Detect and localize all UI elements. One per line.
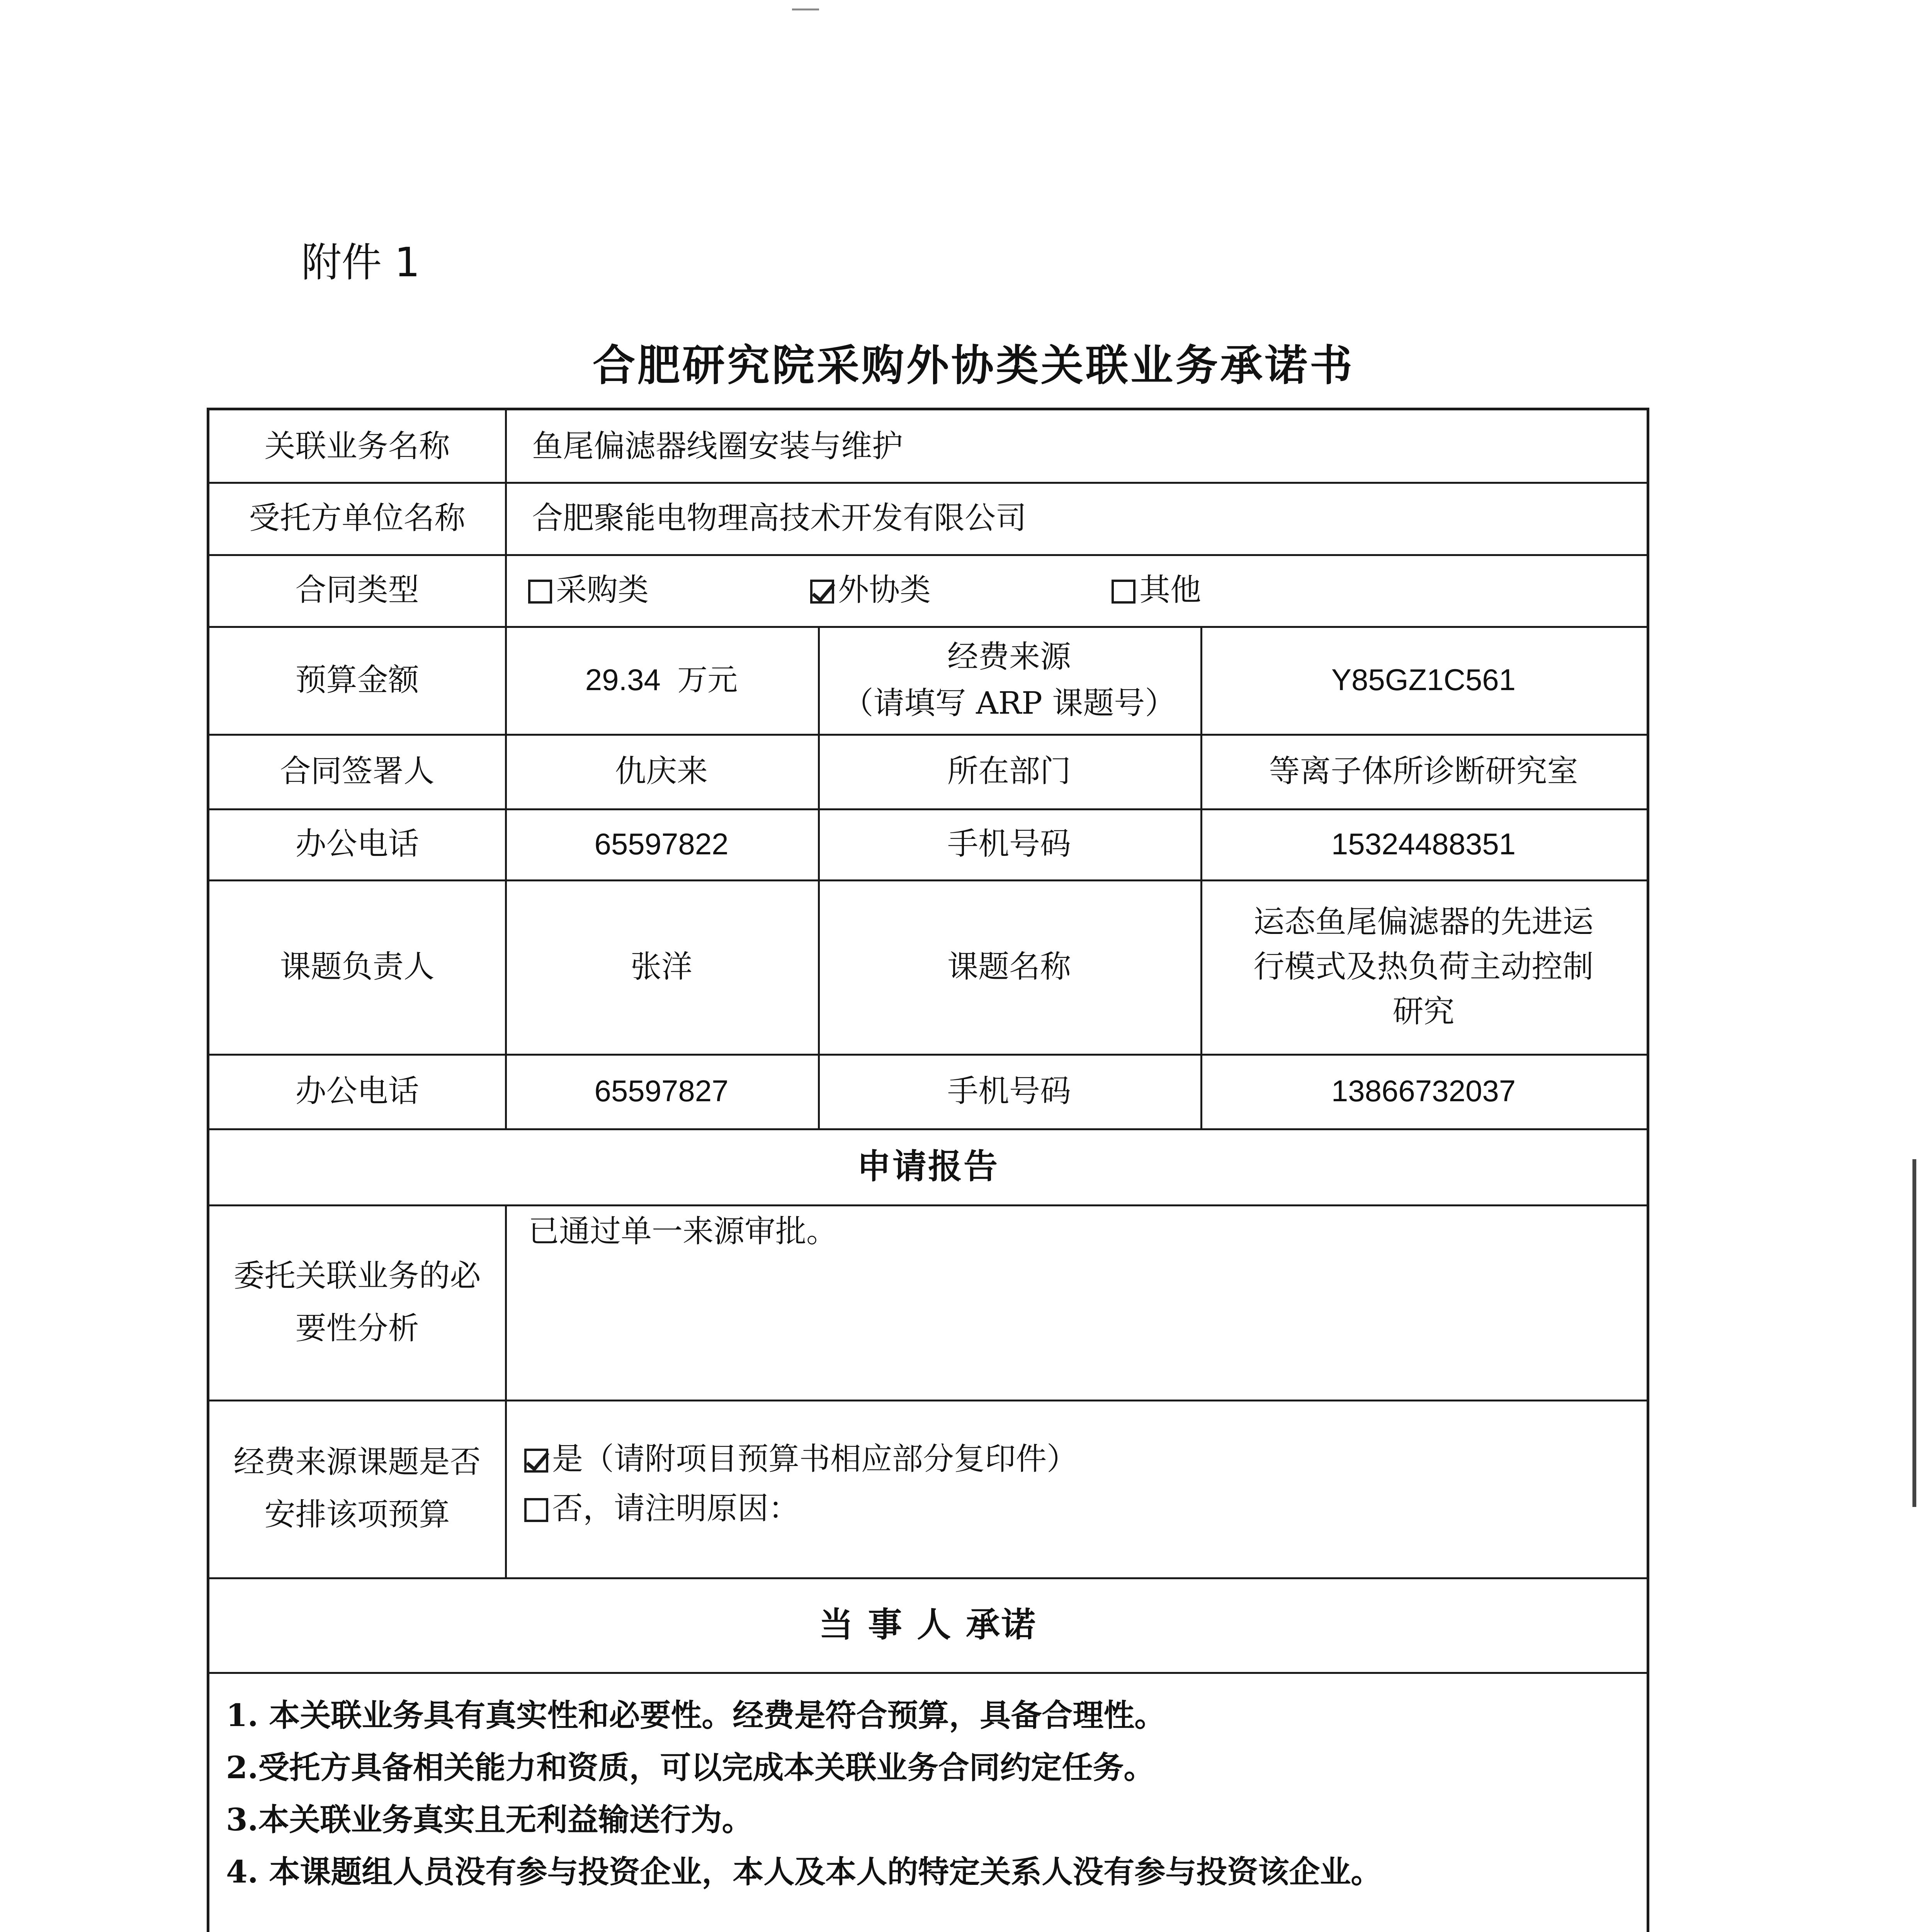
commitment-item: 3.本关联业务真实且无利益输送行为。 — [226, 1801, 753, 1838]
budget-value: 29.34 万元 — [585, 663, 738, 697]
attachment-label: 附件 1 — [301, 239, 420, 286]
mobile-value: 13866732037 — [1331, 1074, 1516, 1108]
option-outsourcing-label: 外协类 — [838, 572, 931, 608]
project-leader-value: 张洋 — [631, 948, 692, 985]
contract-type-label: 合同类型 — [295, 572, 419, 608]
commitment-item: 2.受托方具备相关能力和资质，可以完成本关联业务合同约定任务。 — [226, 1749, 1155, 1786]
office-phone-label: 办公电话 — [295, 826, 419, 862]
contract-type-options — [505, 554, 1647, 626]
option-purchase[interactable] — [528, 567, 810, 613]
office-phone-value: 65597822 — [594, 827, 729, 861]
business-name-label: 关联业务名称 — [264, 428, 450, 464]
contract-signer-label: 合同签署人 — [280, 753, 435, 789]
arp-project-number: Y85GZ1C561 — [1331, 663, 1516, 697]
entrusted-unit-value: 合肥聚能电物理高技术开发有限公司 — [532, 500, 1027, 536]
project-name-value — [1200, 879, 1647, 1054]
contract-signer-value: 仇庆来 — [615, 753, 708, 789]
checkbox-purchase[interactable] — [528, 580, 552, 604]
project-leader-label: 课题负责人 — [280, 948, 435, 985]
office-phone-label: 办公电话 — [295, 1073, 419, 1109]
funding-source-label — [818, 626, 1200, 734]
project-name-label: 课题名称 — [947, 948, 1071, 985]
scan-edge — [1912, 1159, 1916, 1507]
row-divider — [209, 1672, 1647, 1674]
commitment-header: 当 事 人 承诺 — [819, 1604, 1037, 1645]
option-other-label: 其他 — [1139, 572, 1201, 608]
option-no-label: 否，请注明原因： — [552, 1490, 799, 1526]
project-name-line: 运态鱼尾偏滤器的先进运 — [1253, 903, 1594, 940]
department-value: 等离子体所诊断研究室 — [1269, 753, 1578, 789]
mobile-label: 手机号码 — [947, 826, 1071, 862]
option-outsourcing[interactable] — [810, 567, 1112, 613]
project-name-line: 研究 — [1392, 993, 1455, 1029]
business-name-value: 鱼尾偏滤器线圈安装与维护 — [532, 428, 903, 464]
funding-arranged-label-line: 安排该项预算 — [264, 1497, 450, 1532]
option-yes-label: 是（请附项目预算书相应部分复印件） — [552, 1441, 1078, 1477]
checkbox-no[interactable] — [524, 1498, 548, 1522]
funding-source-label-line1: 经费来源 — [947, 638, 1071, 675]
checkbox-outsourcing[interactable] — [810, 580, 834, 604]
document-title: 合肥研究院采购外协类关联业务承诺书 — [593, 341, 1355, 390]
option-purchase-label: 采购类 — [556, 572, 649, 608]
department-label: 所在部门 — [947, 753, 1071, 789]
checkbox-yes[interactable] — [524, 1449, 548, 1473]
commitment-item: 4. 本课题组人员没有参与投资企业，本人及本人的特定关系人没有参与投资该企业。 — [226, 1854, 1382, 1890]
necessity-label — [209, 1204, 505, 1400]
budget-label: 预算金额 — [295, 662, 419, 698]
report-header: 申请报告 — [857, 1146, 999, 1186]
necessity-label-line: 委托关联业务的必 — [233, 1257, 481, 1294]
funding-arranged-options — [505, 1400, 1647, 1577]
necessity-label-line: 要性分析 — [295, 1310, 419, 1346]
project-name-line: 行模式及热负荷主动控制 — [1253, 948, 1594, 985]
option-other[interactable] — [1112, 567, 1201, 613]
option-yes[interactable] — [524, 1434, 1078, 1484]
scan-mark — [792, 9, 819, 10]
funding-source-label-line2: （请填写 ARP 课题号） — [842, 685, 1176, 721]
funding-arranged-label-line: 经费来源课题是否 — [233, 1444, 481, 1480]
checkbox-other[interactable] — [1112, 580, 1135, 604]
funding-arranged-label — [209, 1400, 505, 1577]
office-phone-value: 65597827 — [594, 1074, 729, 1108]
option-no[interactable] — [524, 1484, 799, 1533]
mobile-label: 手机号码 — [947, 1073, 1071, 1109]
mobile-value: 15324488351 — [1331, 827, 1516, 861]
necessity-value: 已通过单一来源审批。 — [528, 1213, 837, 1249]
commitment-item: 1. 本关联业务具有真实性和必要性。经费是符合预算，具备合理性。 — [226, 1697, 1166, 1733]
entrusted-unit-label: 受托方单位名称 — [249, 500, 466, 536]
